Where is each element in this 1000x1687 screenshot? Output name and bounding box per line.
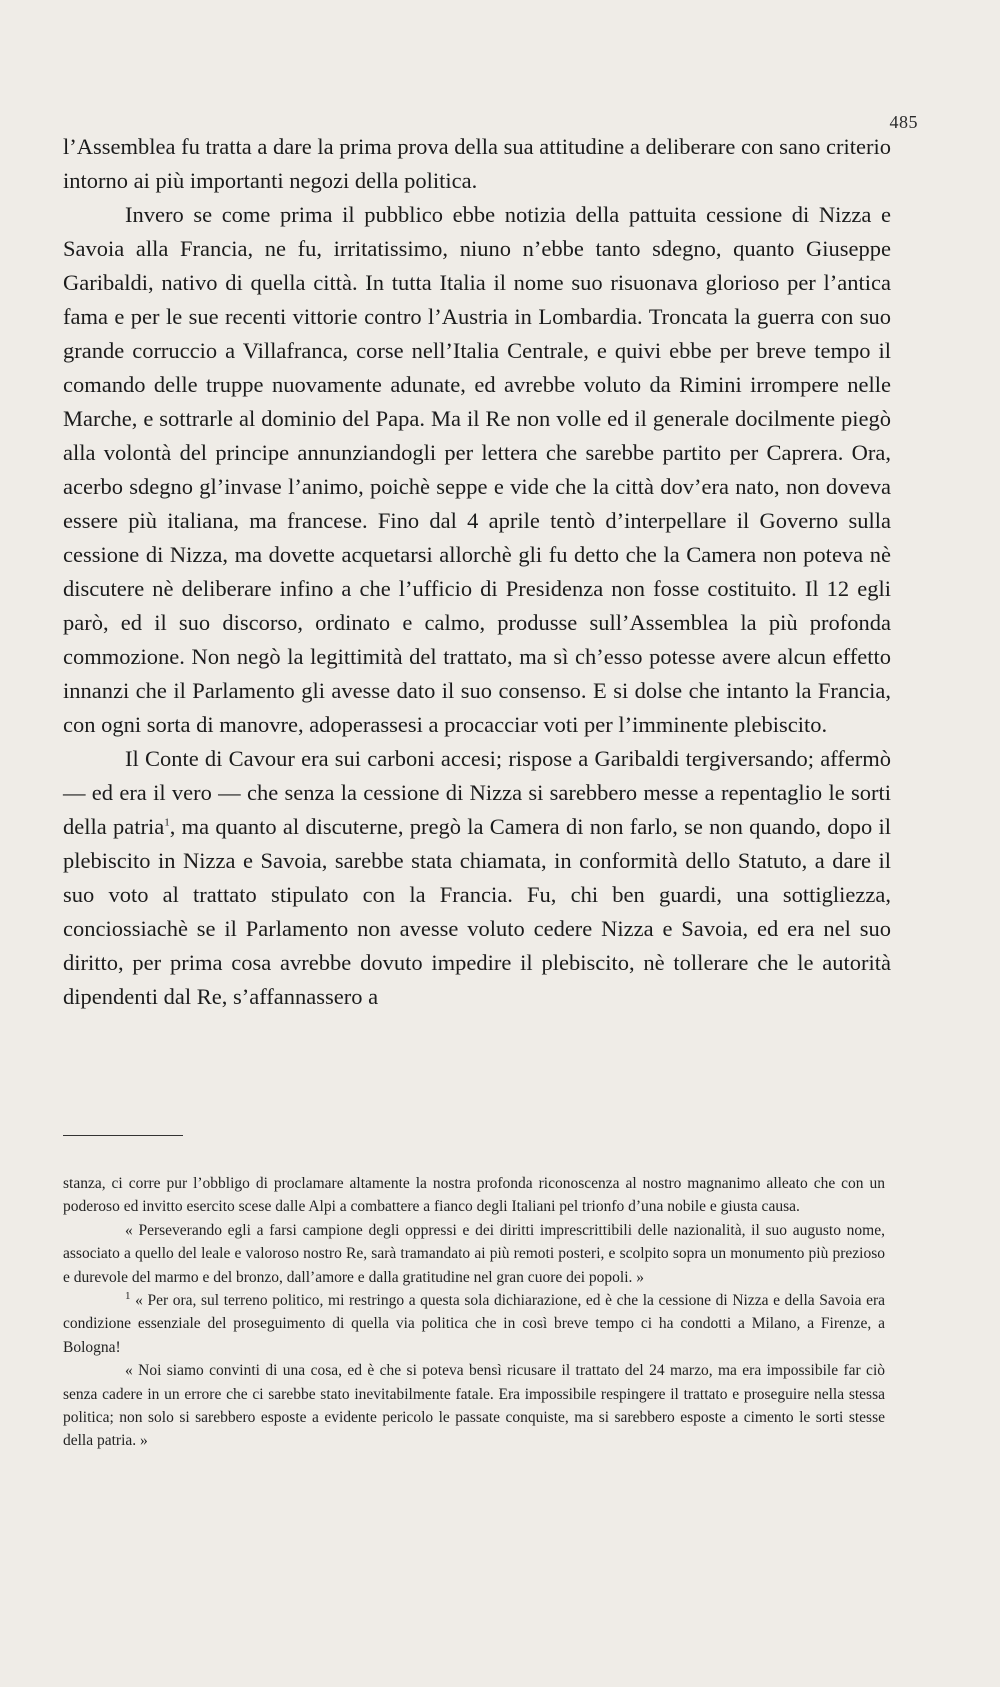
footnote-1-text: « Per ora, sul terreno politico, mi restringo a questa sola dichiarazione, ed è che la cessione di Nizza e della Savoia era condizione essenziale del proseguimento di quella via politica che in così breve tempo ci ha condotti a Milano, a Firenze, a Bologna! <box>63 1292 885 1356</box>
page-number: 485 <box>889 112 918 132</box>
paragraph-1: l’Assemblea fu tratta a dare la prima prova della sua attitudine a deliberare con sano criterio intorno ai più importanti negozi della politica. <box>63 134 891 193</box>
paragraph-3 <box>63 742 891 1014</box>
paragraph-3-part-1: Il Conte di Cavour era sui carboni accesi; rispose a Garibaldi tergiversando; affermò — ed era il vero — che senza la cessione di Nizza si sarebbero messe a repentaglio le sorti della patria <box>63 746 891 839</box>
footnote-divider <box>63 1135 183 1136</box>
footnote-1 <box>63 1289 885 1359</box>
paragraph-2: Invero se come prima il pubblico ebbe notizia della pattuita cessione di Nizza e Savoia alla Francia, ne fu, irritatissimo, niuno n’ebbe tanto sdegno, quanto Giuseppe Garibaldi, nativo di quella città. In tutta Italia il nome suo risuonava glorioso per l’antica fama e per le sue recenti vittorie contro l’Austria in Lombardia. Troncata la guerra con suo grande corruccio a Villafranca, corse nell’Italia Centrale, e quivi ebbe per breve tempo il comando delle truppe nuovamente adunate, ed avrebbe voluto da Rimini irrompere nelle Marche, e sottrarle al dominio del Papa. Ma il Re non volle ed il generale docilmente piegò alla volontà del principe annunziandogli per lettera che sarebbe partito per Caprera. Ora, acerbo sdegno gl’invase l’animo, poichè seppe e vide che la città dov’era nato, non doveva essere più italiana, ma francese. Fino dal 4 aprile tentò d’interpellare il Governo sulla cessione di Nizza, ma dovette acquetarsi allorchè gli fu detto che la Camera non poteva nè discutere nè deliberare infino a che l’ufficio di Presidenza non fosse costituito. Il 12 egli parò, ed il suo discorso, ordinato e calmo, produsse sull’Assemblea la più profonda commozione. Non negò la legittimità del trattato, ma sì ch’esso potesse avere alcun effetto innanzi che il Parlamento gli avesse dato il suo consenso. E si dolse che intanto la Francia, con ogni sorta di manovre, adoperassesi a procacciar voti per l’imminente plebiscito. <box>63 202 891 737</box>
footnote-continuation: stanza, ci corre pur l’obbligo di proclamare altamente la nostra profonda riconoscenza al nostro magnanimo alleato che con un poderoso ed invitto esercito scese dalle Alpi a combattere a fianco degli Italiani pel trionfo d’una nobile e giusta causa. <box>63 1175 885 1216</box>
footnote-quote-1: « Perseverando egli a farsi campione degli oppressi e dei diritti imprescrittibili delle nazionalità, il suo augusto nome, associato a quello del leale e valoroso nostro Re, sarà tramandato ai più remoti posteri, e scolpito sopra un monumento più prezioso e durevole del marmo e del bronzo, dall’amore e dalla gratitudine nel gran cuore dei popoli. » <box>63 1221 885 1286</box>
footnote-reference-1[interactable]: 1 <box>164 816 170 829</box>
footnote-1-marker: 1 <box>125 1289 131 1302</box>
footnote-quote-2: « Noi siamo convinti di una cosa, ed è che si poteva bensì ricusare il trattato del 24 marzo, ma era impossibile far ciò senza cadere in un errore che ci sarebbe stato inevitabilmente fatale. Era impossibile respingere il trattato e proseguire nella stessa politica; non solo si sarebbero esposte a evidente pericolo le passate conquiste, ma si sarebbero esposte a cimento le sorti stesse della patria. » <box>63 1362 885 1450</box>
paragraph-3-part-2: , ma quanto al discuterne, pregò la Camera di non farlo, se non quando, dopo il plebiscito in Nizza e Savoia, sarebbe stata chiamata, in conformità dello Statuto, a dare il suo voto al trattato stipulato con la Francia. Fu, chi ben guardi, una sottigliezza, conciossiachè se il Parlamento non avesse voluto cedere Nizza e Savoia, ed era nel suo diritto, per prima cosa avrebbe dovuto impedire il plebiscito, nè tollerare che le autorità dipendenti dal Re, s’affannassero a <box>63 814 891 1009</box>
footnotes <box>63 1172 885 1453</box>
main-text <box>63 130 891 1014</box>
